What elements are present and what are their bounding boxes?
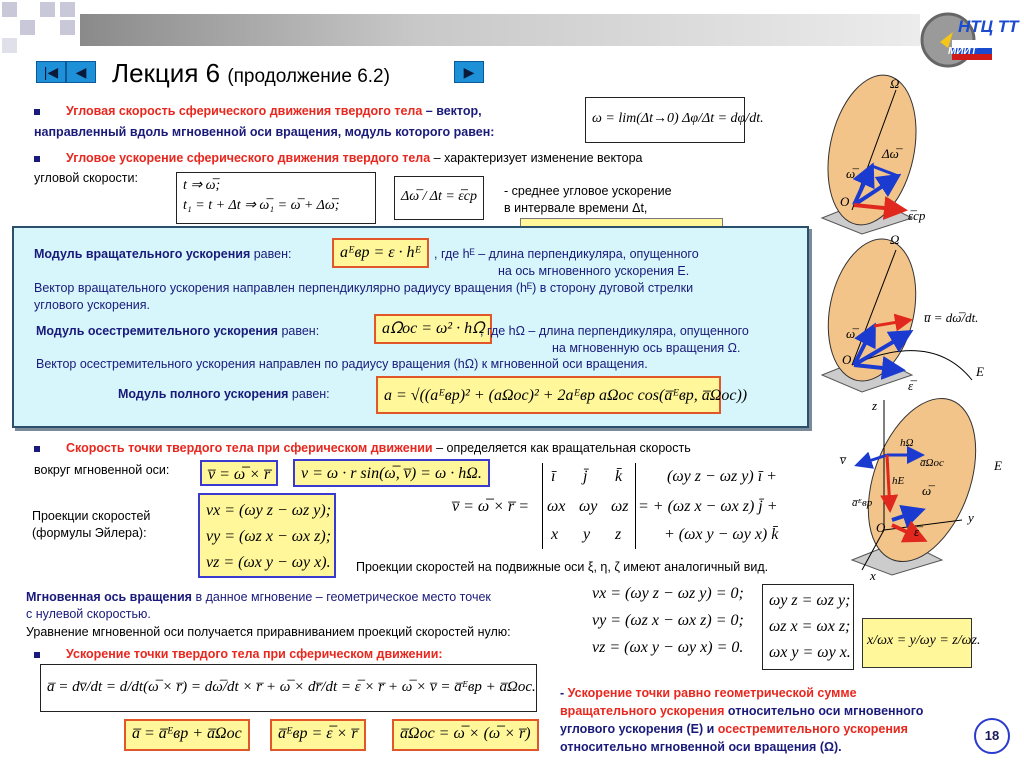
header-bar xyxy=(80,14,920,46)
s1-rest: – вектор, xyxy=(422,104,482,118)
s3-note: Проекции скоростей на подвижные оси ξ, η, ζ имеют аналогичный вид. xyxy=(356,560,769,574)
det-cell: z xyxy=(615,526,622,543)
avg-accel-formula: Δω̅ / Δt = ε̅ср xyxy=(394,176,484,220)
s4-line2: с нулевой скоростью. xyxy=(26,607,151,621)
text: вращательного ускорения xyxy=(560,704,725,718)
euler-formulas xyxy=(198,493,336,578)
nav-next-button[interactable]: ▶ xyxy=(454,61,484,83)
page-number: 18 xyxy=(974,718,1010,754)
rotational-accel-formula: aᴱвр = ε · hᴱ xyxy=(332,238,429,268)
total-accel-formula: a = √((aᴱвр)² + (aΩос)² + 2aᴱвр aΩос cos(a̅ᴱвр, a̅Ωос)) xyxy=(376,376,721,414)
s2-line2: угловой скорости: xyxy=(34,171,138,185)
label: x xyxy=(870,568,876,583)
label: ε̅ xyxy=(908,378,914,393)
s4-line1 xyxy=(26,589,491,606)
euler-vy: vy = (ωz x − ωx z); xyxy=(206,528,332,545)
diagram-point-accel xyxy=(839,384,1002,583)
det-cell: k̄ xyxy=(615,468,623,485)
omega-change-formula xyxy=(176,172,376,224)
text: равен: xyxy=(250,247,292,261)
formula-line: t₁ = t + Δt ⇒ ω̅₁ = ω̅ + Δω̅; xyxy=(183,198,340,213)
panel-line4: Вектор осестремительного ускорения направлен по радиусу вращения (hΩ) к мгновенной оси вращения. xyxy=(36,357,648,371)
centripetal-accel-formula: aᘯос = ω² · hᘯ xyxy=(374,314,492,344)
acceleration-derivation: a̅ = dv̅/dt = d/dt(ω̅ × r̅) = dω̅/dt × r̅ + ω̅ × dr̅/dt = ε̅ × r̅ + ω̅ × v̅ = a̅ᴱвр + a̅Ωос. xyxy=(40,664,537,712)
s1-line2: направленный вдоль мгновенной оси вращения, модуль которого равен: xyxy=(34,125,495,139)
s3-line1 xyxy=(34,440,691,457)
page-title xyxy=(112,58,390,89)
axis-equations xyxy=(592,580,744,661)
label: Ω xyxy=(890,232,900,247)
proj-label2: (формулы Эйлера): xyxy=(32,526,147,540)
term: Модуль вращательного ускорения xyxy=(34,247,251,261)
proj-label1: Проекции скоростей xyxy=(32,509,151,523)
s2-rest: – характеризует изменение вектора xyxy=(430,151,643,165)
label: a̅ᴱвр xyxy=(852,497,873,509)
label: hΩ xyxy=(900,437,914,449)
det-cell: ωx xyxy=(547,498,566,515)
label: ω̅ xyxy=(846,166,856,181)
label: O xyxy=(840,194,850,209)
text: углового ускорения (E) и xyxy=(560,722,718,736)
panel-line1 xyxy=(34,246,291,263)
panel-line5 xyxy=(118,386,330,403)
title-main: Лекция 6 xyxy=(112,58,221,88)
s2-note1: - среднее угловое ускорение xyxy=(504,184,672,198)
term: Модуль осестремительного ускорения xyxy=(36,324,278,338)
formula-line: t ⇒ ω̅; xyxy=(183,178,221,193)
label: hE xyxy=(892,475,905,487)
det-cell: x xyxy=(551,526,559,543)
bullet-icon xyxy=(34,109,40,115)
panel-line1c: , где hᴱ – длина перпендикуляра, опущенного xyxy=(434,247,699,261)
s1-term: Угловая скорость сферического движения твердого тела xyxy=(66,104,423,118)
text: Ускорение точки равно геометрической сумме xyxy=(567,686,857,700)
dash: - xyxy=(560,686,568,700)
decor-square xyxy=(60,20,75,35)
euler-vx: vx = (ωy z − ωz y); xyxy=(206,502,332,519)
label: ω̅ xyxy=(922,483,932,498)
label: O xyxy=(876,520,886,535)
bullet-icon xyxy=(34,652,40,658)
svg-text:НТЦ ТТ: НТЦ ТТ xyxy=(958,17,1019,36)
velocity-vector-formula: v̅ = ω̅ × r̅ xyxy=(200,460,278,486)
s1-line1 xyxy=(34,103,482,120)
label: E xyxy=(994,458,1002,473)
decor-square xyxy=(20,20,35,35)
det-rhs: (ωy z − ωz y) ī + xyxy=(667,468,777,485)
rot-accel-vector-formula: a̅ᴱвр = ε̅ × r̅ xyxy=(270,719,366,751)
diagram-angular-accel xyxy=(815,67,929,234)
label: y xyxy=(968,510,974,525)
s5-line1 xyxy=(34,646,443,663)
bullet-icon xyxy=(34,446,40,452)
panel-line3 xyxy=(36,323,319,340)
eq: ωx y = ωy x. xyxy=(769,644,851,661)
panel-line3c: , где hΩ – длина перпендикуляра, опущенного xyxy=(480,324,749,338)
label: ε̅ср xyxy=(908,208,926,223)
bullet-icon xyxy=(34,156,40,162)
panel-line1d: на ось мгновенного ускорения E. xyxy=(498,264,690,278)
label: ω̅ xyxy=(846,326,856,341)
text: в данное мгновение – геометрическое место точек xyxy=(191,590,491,604)
title-sub: (продолжение 6.2) xyxy=(227,66,390,87)
decor-square xyxy=(60,2,75,17)
det-cell: y xyxy=(583,526,591,543)
label: Δω̅ xyxy=(882,146,899,161)
euler-vz: vz = (ωx y − ωy x). xyxy=(206,554,331,571)
angular-velocity-formula: ω = lim(Δt→0) Δφ/Δt = dφ/dt. xyxy=(585,97,745,143)
term: Мгновенная ось вращения xyxy=(26,590,192,604)
s5-conclusion2 xyxy=(560,703,923,720)
eq: ωy z = ωz y; xyxy=(769,592,851,609)
s2-term: Угловое ускорение сферического движения твердого тела xyxy=(66,151,431,165)
label: a̅Ωос xyxy=(920,457,944,469)
accel-sum-formula: a̅ = a̅ᴱвр + a̅Ωос xyxy=(124,719,250,751)
axis-equations-box xyxy=(762,584,854,670)
det-rhs: = + (ωz x − ωx z) j̄ + xyxy=(638,498,778,515)
label: u̅ = dω̅/dt. xyxy=(924,310,979,325)
axis-ratio-formula: x/ωx = y/ωy = z/ωz. xyxy=(862,618,972,668)
det-rhs: + (ωx y − ωy x) k̄ xyxy=(664,526,779,543)
s5-conclusion4: относительно мгновенной оси вращения (Ω). xyxy=(560,740,842,754)
eq: ωz x = ωx z; xyxy=(769,618,851,635)
s5-term: Ускорение точки твердого тела при сферическом движении: xyxy=(66,647,443,661)
label: v̅ xyxy=(840,452,846,467)
det-cell: ωy xyxy=(579,498,598,515)
det-cell: ωz xyxy=(611,498,629,515)
nav-prev-button[interactable]: ◀ xyxy=(66,61,96,83)
s3-line2: вокруг мгновенной оси: xyxy=(34,463,170,477)
eq: vy = (ωz x − ωx z) = 0; xyxy=(592,612,744,629)
text: относительно оси мгновенного xyxy=(724,704,924,718)
velocity-magnitude-formula: v = ω · r sin(ω̅, v̅) = ω · hΩ. xyxy=(293,459,490,487)
det-cell: ī xyxy=(551,468,556,485)
s3-rest: – определяется как вращательная скорость xyxy=(432,441,691,455)
acceleration-panel xyxy=(12,226,809,428)
decor-square xyxy=(2,2,17,17)
determinant xyxy=(542,463,636,549)
panel-line3d: на мгновенную ось вращения Ω. xyxy=(552,341,741,355)
nav-first-button[interactable]: |◀ xyxy=(36,61,66,83)
label: Ω xyxy=(890,76,900,91)
s2-line1 xyxy=(34,150,643,167)
panel-line2: Вектор вращательного ускорения направлен перпендикулярно радиусу вращения (hᴱ) в сторону дуговой стрелки xyxy=(34,281,694,295)
cent-accel-vector-formula: a̅Ωос = ω̅ × (ω̅ × r̅) xyxy=(392,719,539,751)
decor-square xyxy=(40,2,55,17)
text: равен: xyxy=(277,324,320,338)
panel-line2b: углового ускорения. xyxy=(34,298,151,312)
eq: vx = (ωy z − ωz y) = 0; xyxy=(592,585,744,602)
s4-line3: Уравнение мгновенной оси получается приравниванием проекций скоростей нулю: xyxy=(26,625,511,639)
svg-text:МИИТ: МИИТ xyxy=(948,46,977,57)
diagram-tangent-accel xyxy=(816,231,984,393)
label: O xyxy=(842,352,852,367)
term: Модуль полного ускорения xyxy=(118,387,289,401)
det-lhs: v̅ = ω̅ × r̅ = xyxy=(452,498,530,515)
decor-square xyxy=(2,38,17,53)
det-cell: j̄ xyxy=(583,468,588,485)
s5-conclusion3 xyxy=(560,721,908,738)
logo xyxy=(918,10,1019,70)
label: E xyxy=(976,364,984,379)
label: z xyxy=(872,398,878,413)
s5-conclusion1 xyxy=(560,685,857,702)
label: ε̅ xyxy=(914,524,920,539)
eq: vz = (ωx y − ωy x) = 0. xyxy=(592,639,744,656)
diagrams xyxy=(812,70,1024,590)
text: равен: xyxy=(288,387,330,401)
text: осестремительного ускорения xyxy=(717,722,908,736)
s2-note2: в интервале времени Δt, xyxy=(504,201,648,215)
s3-term: Скорость точки твердого тела при сферическом движении xyxy=(66,441,433,455)
